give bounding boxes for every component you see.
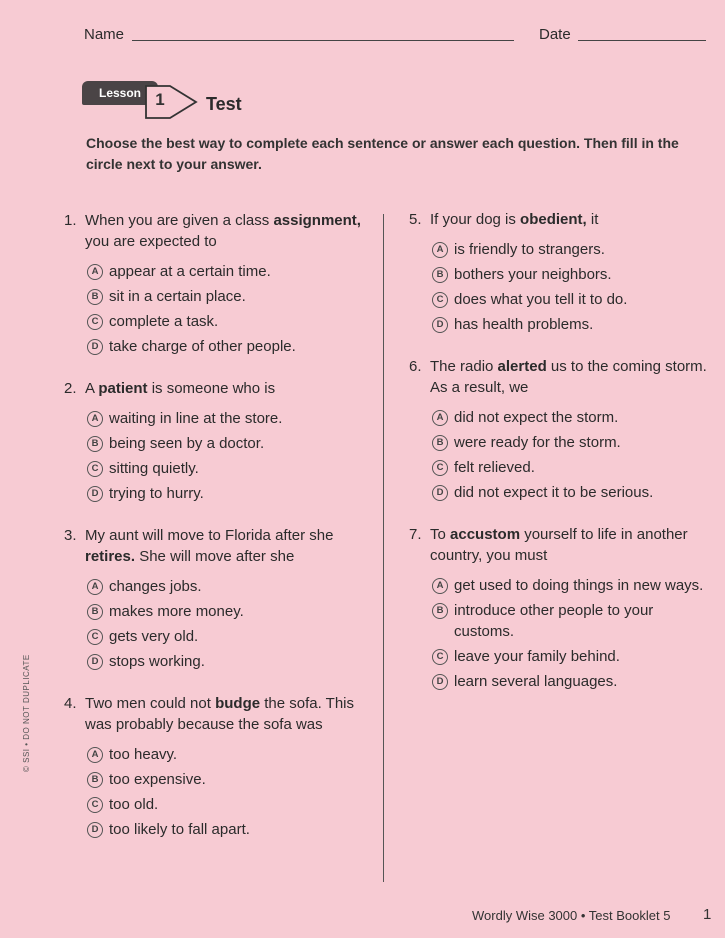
answer-choice-text: learn several languages. [454, 673, 618, 690]
answer-choice[interactable] [432, 407, 709, 428]
answer-bubble-icon[interactable]: C [87, 314, 103, 330]
vocabulary-word: budge [215, 695, 261, 712]
copyright-notice: © SSI • DO NOT DUPLICATE [22, 654, 31, 772]
answer-bubble-icon[interactable]: B [432, 603, 448, 619]
vocabulary-word: accustom [450, 526, 521, 543]
answer-choice-text: did not expect the storm. [454, 409, 619, 426]
answer-bubble-icon[interactable]: C [432, 292, 448, 308]
answer-bubble-icon[interactable]: B [87, 436, 103, 452]
answer-choices [432, 575, 709, 692]
footer-text: Wordly Wise 3000 • Test Booklet 5 [472, 908, 671, 923]
question-text [85, 693, 374, 735]
answer-choice[interactable] [432, 432, 709, 453]
lesson-number: 1 [155, 90, 165, 109]
left-column [64, 210, 374, 861]
answer-choices [87, 408, 374, 504]
question-text-after: us to the coming storm. As a result, we [430, 358, 707, 396]
name-label: Name [84, 26, 125, 43]
answer-bubble-icon[interactable]: A [87, 747, 103, 763]
instructions: Choose the best way to complete each sentence or answer each question. Then fill in the circle next to your answer. [86, 135, 679, 172]
question-7 [409, 524, 709, 692]
question-number: 6. [409, 358, 422, 375]
vocabulary-word: alerted [497, 358, 547, 375]
answer-choice[interactable] [87, 483, 374, 504]
answer-choice[interactable] [87, 286, 374, 307]
answer-choice-text: complete a task. [109, 313, 219, 330]
question-text-before: The radio [430, 358, 498, 375]
answer-bubble-icon[interactable]: C [87, 629, 103, 645]
question-text-after: you are expected to [85, 233, 217, 250]
question-stem [64, 210, 374, 252]
answer-bubble-icon[interactable]: C [87, 797, 103, 813]
question-stem [409, 524, 709, 566]
answer-bubble-icon[interactable]: B [87, 604, 103, 620]
question-1 [64, 210, 374, 357]
answer-bubble-icon[interactable]: D [432, 674, 448, 690]
answer-bubble-icon[interactable]: D [87, 822, 103, 838]
answer-bubble-icon[interactable]: D [432, 317, 448, 333]
answer-bubble-icon[interactable]: A [87, 411, 103, 427]
page-number: 1 [703, 906, 712, 923]
answer-choice-text: is friendly to strangers. [454, 241, 605, 258]
answer-bubble-icon[interactable]: A [87, 264, 103, 280]
answer-choice[interactable] [87, 311, 374, 332]
answer-choice-text: stops working. [109, 653, 205, 670]
answer-choice-text: sitting quietly. [109, 460, 199, 477]
question-text-before: To [430, 526, 451, 543]
question-text [85, 378, 374, 399]
question-number: 5. [409, 211, 422, 228]
question-text [85, 210, 374, 252]
answer-choice-text: too likely to fall apart. [109, 821, 250, 838]
answer-bubble-icon[interactable]: C [432, 460, 448, 476]
question-3 [64, 525, 374, 672]
vocabulary-word: patient [98, 380, 148, 397]
question-stem [64, 378, 374, 399]
answer-choice-text: get used to doing things in new ways. [454, 577, 704, 594]
answer-choice-text: take charge of other people. [109, 338, 296, 355]
date-line[interactable] [578, 40, 706, 41]
answer-choices [432, 239, 709, 335]
answer-bubble-icon[interactable]: B [432, 435, 448, 451]
answer-choice[interactable] [87, 458, 374, 479]
answer-choice-text: too old. [109, 796, 159, 813]
answer-choice[interactable] [87, 601, 374, 622]
question-text-after: it [586, 211, 599, 228]
answer-choice-text: bothers your neighbors. [454, 266, 612, 283]
answer-choices [87, 261, 374, 357]
answer-bubble-icon[interactable]: A [432, 242, 448, 258]
answer-choice-text: introduce other people to your customs. [454, 602, 654, 640]
answer-bubble-icon[interactable]: A [432, 578, 448, 594]
right-column [409, 209, 709, 713]
question-text-before: When you are given a class [85, 212, 274, 229]
vocabulary-word: obedient, [520, 211, 587, 228]
question-text-after: yourself to life in another country, you must [430, 526, 688, 564]
answer-choice[interactable] [87, 408, 374, 429]
question-text-before: My aunt will move to Florida after she [85, 527, 334, 544]
question-text-after: She will move after she [135, 548, 295, 565]
answer-choice-text: does what you tell it to do. [454, 291, 628, 308]
answer-choice-text: sit in a certain place. [109, 288, 246, 305]
lesson-tab: Lesson [82, 81, 158, 105]
question-text-before: Two men could not [85, 695, 216, 712]
question-text-before: If your dog is [430, 211, 521, 228]
question-text-after: the sofa. This was probably because the sofa was [85, 695, 355, 733]
answer-bubble-icon[interactable]: D [87, 486, 103, 502]
answer-bubble-icon[interactable]: A [432, 410, 448, 426]
question-stem [409, 209, 709, 230]
answer-choice[interactable] [87, 769, 374, 790]
answer-choice-text: makes more money. [109, 603, 244, 620]
answer-choice-text: too heavy. [109, 746, 178, 763]
answer-choice-text: changes jobs. [109, 578, 202, 595]
answer-choice-text: appear at a certain time. [109, 263, 271, 280]
answer-choice[interactable] [432, 646, 709, 667]
answer-choice[interactable] [87, 261, 374, 282]
question-6 [409, 356, 709, 503]
answer-choice[interactable] [87, 336, 374, 357]
answer-choice[interactable] [432, 314, 709, 335]
question-number: 4. [64, 695, 77, 712]
answer-choice-text: trying to hurry. [109, 485, 204, 502]
answer-choice[interactable] [432, 239, 709, 260]
answer-choice-text: too expensive. [109, 771, 206, 788]
question-number: 7. [409, 526, 422, 543]
answer-choices [87, 576, 374, 672]
answer-choice[interactable] [432, 289, 709, 310]
question-number: 1. [64, 212, 77, 229]
answer-choices [432, 407, 709, 503]
answer-choice-text: were ready for the storm. [454, 434, 621, 451]
name-line[interactable] [132, 40, 514, 41]
answer-choice-text: leave your family behind. [454, 648, 620, 665]
answer-choice-text: has health problems. [454, 316, 594, 333]
answer-bubble-icon[interactable]: D [87, 654, 103, 670]
answer-choices [87, 744, 374, 840]
answer-bubble-icon[interactable]: B [432, 267, 448, 283]
answer-choice[interactable] [87, 433, 374, 454]
answer-choice-text: waiting in line at the store. [109, 410, 283, 427]
answer-choice[interactable] [432, 671, 709, 692]
answer-bubble-icon[interactable]: D [432, 485, 448, 501]
question-text [85, 525, 374, 567]
header-row [84, 24, 709, 44]
vocabulary-word: assignment, [273, 212, 361, 229]
date-label: Date [539, 26, 571, 43]
question-stem [64, 525, 374, 567]
answer-bubble-icon[interactable]: C [432, 649, 448, 665]
answer-choice[interactable] [432, 482, 709, 503]
question-text [430, 209, 709, 230]
question-text [430, 524, 709, 566]
question-text [430, 356, 709, 398]
answer-choice-text: being seen by a doctor. [109, 435, 265, 452]
answer-bubble-icon[interactable]: B [87, 289, 103, 305]
question-number: 3. [64, 527, 77, 544]
answer-choice-text: gets very old. [109, 628, 199, 645]
question-number: 2. [64, 380, 77, 397]
question-stem [64, 693, 374, 735]
answer-choice[interactable] [432, 264, 709, 285]
question-2 [64, 378, 374, 504]
answer-choice-text: did not expect it to be serious. [454, 484, 654, 501]
answer-choice[interactable] [87, 794, 374, 815]
question-text-before: A [85, 380, 99, 397]
question-text-after: is someone who is [147, 380, 276, 397]
question-5 [409, 209, 709, 335]
answer-choice[interactable] [87, 626, 374, 647]
answer-choice[interactable] [87, 576, 374, 597]
answer-bubble-icon[interactable]: C [87, 461, 103, 477]
answer-choice[interactable] [432, 600, 709, 642]
answer-choice[interactable] [87, 651, 374, 672]
answer-choice[interactable] [87, 744, 374, 765]
question-4 [64, 693, 374, 840]
question-stem [409, 356, 709, 398]
column-divider [383, 214, 384, 882]
answer-bubble-icon[interactable]: D [87, 339, 103, 355]
answer-choice[interactable] [432, 457, 709, 478]
answer-choice-text: felt relieved. [454, 459, 535, 476]
answer-bubble-icon[interactable]: A [87, 579, 103, 595]
answer-choice[interactable] [87, 819, 374, 840]
page-title: Test [206, 94, 242, 114]
answer-bubble-icon[interactable]: B [87, 772, 103, 788]
answer-choice[interactable] [432, 575, 709, 596]
vocabulary-word: retires. [85, 548, 136, 565]
